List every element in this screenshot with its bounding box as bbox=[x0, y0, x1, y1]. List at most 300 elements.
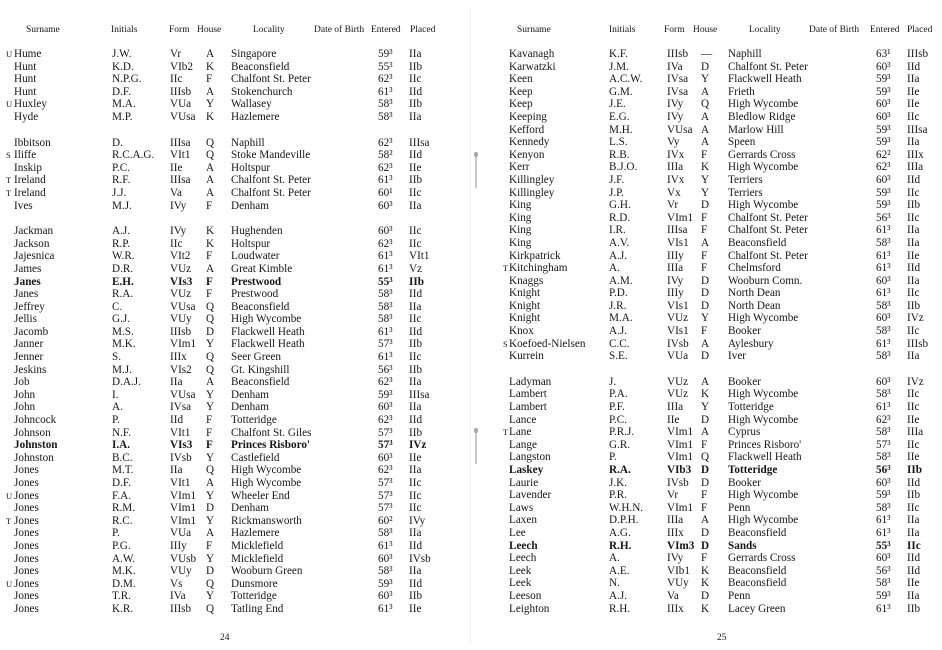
placed-cell: IIIsa bbox=[409, 388, 430, 401]
entered-cell: 62³ bbox=[876, 413, 891, 426]
surname-cell: Ibbitson bbox=[14, 136, 51, 149]
surname-cell: Jajesnica bbox=[14, 250, 55, 263]
house-cell: A bbox=[701, 514, 710, 527]
house-cell: F bbox=[206, 275, 213, 288]
form-cell: VIm1 bbox=[667, 451, 694, 464]
locality-cell: Wallasey bbox=[231, 98, 272, 111]
table-row bbox=[0, 490, 471, 503]
surname-cell: Johnson bbox=[14, 426, 51, 439]
header-locality: Locality bbox=[253, 25, 285, 35]
table-row bbox=[0, 149, 471, 162]
entered-cell: 59³ bbox=[876, 123, 891, 136]
form-cell: VUa bbox=[667, 350, 689, 363]
house-cell: A bbox=[701, 136, 710, 149]
surname-cell: Lambert bbox=[509, 388, 547, 401]
placed-cell: IIa bbox=[409, 401, 422, 414]
locality-cell: Wooburn Comn. bbox=[728, 274, 803, 287]
entered-cell: 59³ bbox=[876, 589, 891, 602]
surname-cell: Kitchingham bbox=[509, 262, 568, 275]
entered-cell: 58³ bbox=[378, 110, 393, 123]
form-cell: VUsb bbox=[170, 552, 197, 565]
house-cell: F bbox=[701, 438, 708, 451]
entered-cell: 59³ bbox=[876, 85, 891, 98]
placed-cell: IIe bbox=[907, 451, 920, 464]
initials-cell: D.M. bbox=[112, 577, 136, 590]
table-row bbox=[0, 452, 471, 465]
house-cell: Y bbox=[206, 451, 215, 464]
initials-cell: T.R. bbox=[112, 590, 132, 603]
header-placed: Placed bbox=[907, 25, 933, 35]
table-row bbox=[471, 514, 942, 527]
form-cell: VUy bbox=[170, 313, 192, 326]
table-row bbox=[471, 502, 942, 515]
surname-cell: Lavender bbox=[509, 489, 552, 502]
placed-cell: IIc bbox=[907, 287, 920, 300]
header-house: House bbox=[693, 25, 718, 35]
form-cell: IIIy bbox=[667, 287, 684, 300]
table-row bbox=[471, 540, 942, 553]
table-row bbox=[471, 124, 942, 137]
initials-cell: M.T. bbox=[112, 464, 134, 477]
house-cell: Q bbox=[206, 313, 215, 326]
initials-cell: A.E. bbox=[609, 564, 630, 577]
header-house: House bbox=[197, 25, 222, 35]
table-row bbox=[0, 263, 471, 276]
house-cell: Y bbox=[206, 401, 215, 414]
surname-cell: Kerr bbox=[509, 161, 530, 174]
table-row bbox=[0, 313, 471, 326]
locality-cell: High Wycombe bbox=[231, 313, 302, 326]
placed-cell: IIc bbox=[409, 313, 422, 326]
initials-cell: P.A. bbox=[609, 388, 628, 401]
locality-cell: Wooburn Green bbox=[231, 565, 303, 578]
form-cell: IIa bbox=[170, 464, 183, 477]
placed-cell: IIc bbox=[907, 211, 920, 224]
placed-cell: IIa bbox=[907, 73, 920, 86]
placed-cell: IIc bbox=[907, 325, 920, 338]
header-entered: Entered bbox=[870, 25, 900, 35]
surname-cell: Job bbox=[14, 376, 30, 389]
locality-cell: Terriers bbox=[728, 186, 763, 199]
initials-cell: P.F. bbox=[609, 401, 625, 414]
surname-cell: Knight bbox=[509, 299, 541, 312]
entered-cell: 57³ bbox=[378, 426, 393, 439]
form-cell: IIc bbox=[170, 73, 183, 86]
entered-cell: 61³ bbox=[378, 539, 393, 552]
surname-cell: Lambert bbox=[509, 401, 547, 414]
locality-cell: Beaconsfield bbox=[231, 60, 290, 73]
locality-cell: Lacey Green bbox=[728, 602, 786, 615]
right-page bbox=[471, 0, 942, 650]
initials-cell: M.H. bbox=[609, 123, 633, 136]
house-cell: Y bbox=[206, 489, 215, 502]
locality-cell: Gerrards Cross bbox=[728, 148, 796, 161]
surname-cell: Leeson bbox=[509, 589, 542, 602]
placed-cell: IVsb bbox=[409, 552, 431, 565]
entered-cell: 60¹ bbox=[378, 186, 393, 199]
house-cell: F bbox=[701, 148, 708, 161]
entered-cell: 62³ bbox=[378, 414, 393, 427]
prefix-cell: U bbox=[6, 99, 13, 110]
house-cell: D bbox=[701, 199, 710, 212]
house-cell: Y bbox=[701, 173, 710, 186]
entered-cell: 57³ bbox=[378, 439, 393, 452]
locality-cell: Bledlow Ridge bbox=[728, 110, 796, 123]
surname-cell: Karwatzki bbox=[509, 60, 556, 73]
house-cell: D bbox=[701, 476, 710, 489]
table-row bbox=[471, 224, 942, 237]
house-cell: D bbox=[701, 274, 710, 287]
surname-cell: Knight bbox=[509, 287, 541, 300]
locality-cell: Chalfont St. Peter bbox=[728, 224, 808, 237]
locality-cell: Flackwell Heath bbox=[231, 325, 305, 338]
form-cell: Vx bbox=[667, 186, 681, 199]
initials-cell: G.M. bbox=[609, 85, 633, 98]
locality-cell: Flackwell Heath bbox=[728, 451, 802, 464]
placed-cell: IIb bbox=[907, 464, 922, 476]
house-cell: D bbox=[206, 565, 215, 578]
table-row bbox=[0, 250, 471, 263]
form-cell: VUz bbox=[667, 312, 689, 325]
table-row bbox=[471, 477, 942, 490]
placed-cell: IIa bbox=[409, 199, 422, 212]
surname-cell: Kennedy bbox=[509, 136, 550, 149]
form-cell: IIIy bbox=[170, 539, 187, 552]
house-cell: A bbox=[701, 110, 710, 123]
initials-cell: A.G. bbox=[609, 526, 631, 539]
surname-cell: Iliffe bbox=[14, 149, 37, 162]
table-row bbox=[0, 162, 471, 175]
entered-cell: 57³ bbox=[378, 477, 393, 489]
surname-cell: Leek bbox=[509, 564, 532, 577]
entered-cell: 62³ bbox=[876, 161, 891, 174]
table-row bbox=[471, 136, 942, 149]
house-cell: K bbox=[206, 110, 215, 123]
placed-cell: IIa bbox=[409, 110, 422, 123]
table-row bbox=[0, 364, 471, 377]
placed-cell: IIb bbox=[907, 489, 921, 502]
locality-cell: Chalfont St. Peter bbox=[231, 73, 311, 86]
form-cell: VIb2 bbox=[170, 60, 193, 73]
table-row bbox=[471, 212, 942, 225]
placed-cell: IId bbox=[907, 476, 921, 489]
table-row bbox=[0, 326, 471, 339]
surname-cell: Hunt bbox=[14, 85, 37, 98]
placed-cell: IIIa bbox=[907, 161, 924, 174]
locality-cell: Great Kimble bbox=[231, 262, 293, 275]
surname-cell: Kirkpatrick bbox=[509, 249, 561, 262]
locality-cell: Denham bbox=[231, 388, 269, 401]
entered-cell: 58³ bbox=[378, 313, 393, 326]
placed-cell: IIb bbox=[409, 338, 423, 351]
form-cell: IIIsa bbox=[667, 224, 688, 237]
locality-cell: Chalfont St. Peter bbox=[231, 186, 311, 199]
form-cell: IVsb bbox=[170, 451, 192, 464]
placed-cell: IIe bbox=[907, 85, 920, 98]
placed-cell: IIa bbox=[907, 350, 920, 363]
entered-cell: 60³ bbox=[876, 110, 891, 123]
house-cell: A bbox=[206, 477, 215, 489]
house-cell: D bbox=[701, 589, 710, 602]
placed-cell: IIc bbox=[907, 186, 920, 199]
form-cell: IIIsa bbox=[170, 174, 191, 187]
house-cell: F bbox=[206, 288, 213, 301]
initials-cell: R.H. bbox=[609, 539, 632, 552]
initials-cell: P.C. bbox=[609, 413, 628, 426]
house-cell: Q bbox=[206, 363, 215, 376]
placed-cell: IIb bbox=[907, 199, 921, 212]
initials-cell: G.J. bbox=[112, 313, 131, 326]
house-cell: Y bbox=[206, 552, 215, 565]
house-cell: D bbox=[701, 539, 710, 552]
entered-cell: 61³ bbox=[378, 262, 393, 275]
placed-cell: IIc bbox=[409, 351, 422, 364]
table-row bbox=[471, 401, 942, 414]
initials-cell: D.R. bbox=[112, 262, 134, 275]
entered-cell: 58² bbox=[378, 149, 393, 162]
header-initials: Initials bbox=[609, 25, 636, 35]
locality-cell: Chalfont St. Giles bbox=[231, 426, 312, 439]
initials-cell: C.C. bbox=[609, 337, 630, 350]
page-number: 24 bbox=[220, 633, 230, 643]
locality-cell: Flackwell Heath bbox=[728, 73, 802, 86]
table-row bbox=[471, 149, 942, 162]
surname-cell: Jones bbox=[14, 527, 39, 540]
house-cell: F bbox=[701, 211, 708, 224]
house-cell: K bbox=[701, 388, 710, 401]
table-row bbox=[471, 86, 942, 99]
table-row bbox=[0, 48, 471, 61]
placed-cell: IIIa bbox=[907, 426, 924, 439]
entered-cell: 56³ bbox=[876, 211, 891, 224]
entered-cell: 61³ bbox=[876, 224, 891, 237]
placed-cell: IIIsb bbox=[907, 48, 929, 60]
initials-cell: M.J. bbox=[112, 363, 132, 376]
form-cell: IVsa bbox=[170, 401, 192, 414]
surname-cell: Jackson bbox=[14, 237, 50, 250]
initials-cell: K.F. bbox=[609, 48, 628, 60]
house-cell: Y bbox=[206, 98, 215, 111]
initials-cell: N.P.G. bbox=[112, 73, 142, 86]
table-row bbox=[471, 577, 942, 590]
placed-cell: IIa bbox=[907, 589, 920, 602]
table-row bbox=[471, 439, 942, 452]
table-row bbox=[0, 225, 471, 238]
locality-cell: Beaconsfield bbox=[728, 564, 787, 577]
table-row bbox=[471, 388, 942, 401]
form-cell: Vr bbox=[170, 48, 182, 60]
locality-cell: High Wycombe bbox=[728, 489, 799, 502]
form-cell: VIm1 bbox=[667, 426, 694, 439]
house-cell: Q bbox=[206, 577, 215, 590]
surname-cell: Jones bbox=[14, 552, 39, 565]
entered-cell: 56³ bbox=[378, 363, 393, 376]
surname-cell: Laurie bbox=[509, 476, 539, 489]
header-form: Form bbox=[169, 25, 190, 35]
header-form: Form bbox=[664, 25, 685, 35]
initials-cell: P.C. bbox=[112, 161, 131, 174]
surname-cell: Killingley bbox=[509, 186, 555, 199]
entered-cell: 59³ bbox=[876, 489, 891, 502]
locality-cell: Chalfont St. Peter bbox=[728, 249, 808, 262]
house-cell: D bbox=[701, 413, 710, 426]
placed-cell: IId bbox=[907, 552, 921, 565]
prefix-cell: U bbox=[6, 490, 13, 501]
house-cell: Y bbox=[701, 186, 710, 199]
placed-cell: IId bbox=[409, 539, 423, 552]
placed-cell: IId bbox=[409, 414, 423, 427]
locality-cell: Castlefield bbox=[231, 451, 280, 464]
initials-cell: R.C. bbox=[112, 514, 133, 527]
locality-cell: Princes Risboro' bbox=[231, 439, 311, 452]
surname-cell: Kefford bbox=[509, 123, 545, 136]
locality-cell: Princes Risboro' bbox=[728, 438, 802, 451]
form-cell: VIm1 bbox=[170, 514, 197, 527]
placed-cell: IIa bbox=[409, 565, 422, 578]
form-cell: IVx bbox=[667, 148, 685, 161]
initials-cell: E.G. bbox=[609, 110, 630, 123]
house-cell: F bbox=[206, 439, 213, 452]
entered-cell: 61³ bbox=[378, 602, 393, 615]
initials-cell: R.P. bbox=[112, 237, 131, 250]
entered-cell: 61³ bbox=[876, 337, 891, 350]
table-row bbox=[0, 111, 471, 124]
placed-cell: IId bbox=[409, 85, 423, 98]
house-cell: Q bbox=[206, 602, 215, 615]
placed-cell: IIc bbox=[409, 489, 422, 502]
initials-cell: F.A. bbox=[112, 489, 131, 502]
surname-cell: Leek bbox=[509, 577, 532, 590]
entered-cell: 60³ bbox=[876, 312, 891, 325]
form-cell: VIs2 bbox=[170, 363, 192, 376]
initials-cell: J.P. bbox=[609, 186, 624, 199]
table-row bbox=[0, 502, 471, 515]
table-row bbox=[471, 464, 942, 477]
initials-cell: I. bbox=[112, 388, 119, 401]
form-cell: VIs1 bbox=[667, 325, 689, 338]
entered-cell: 61³ bbox=[876, 526, 891, 539]
initials-cell: P.R. bbox=[609, 489, 628, 502]
house-cell: A bbox=[206, 527, 215, 540]
table-row bbox=[471, 187, 942, 200]
house-cell: F bbox=[206, 199, 213, 212]
locality-cell: High Wycombe bbox=[231, 464, 302, 477]
surname-cell: Johnston bbox=[14, 451, 54, 464]
house-cell: Y bbox=[206, 338, 215, 351]
form-cell: IIIx bbox=[170, 351, 187, 364]
form-cell: Vy bbox=[667, 136, 680, 149]
house-cell: K bbox=[701, 602, 710, 615]
placed-cell: IId bbox=[409, 288, 423, 301]
prefix-cell: T bbox=[503, 263, 509, 274]
house-cell: A bbox=[701, 375, 710, 388]
initials-cell: M.A. bbox=[112, 98, 136, 111]
surname-cell: Keep bbox=[509, 85, 533, 98]
table-row bbox=[0, 603, 471, 616]
surname-cell: King bbox=[509, 199, 532, 212]
surname-cell: Janner bbox=[14, 338, 44, 351]
prefix-cell: U bbox=[6, 49, 13, 59]
prefix-cell: S bbox=[6, 150, 11, 161]
form-cell: Va bbox=[667, 589, 679, 602]
table-row bbox=[471, 489, 942, 502]
form-cell: IVsb bbox=[667, 337, 689, 350]
initials-cell: M.P. bbox=[112, 110, 133, 123]
form-cell: IVy bbox=[170, 225, 187, 238]
table-row bbox=[471, 325, 942, 338]
form-cell: VIm1 bbox=[667, 501, 694, 514]
locality-cell: Iver bbox=[728, 350, 747, 363]
table-row bbox=[0, 288, 471, 301]
entered-cell: 55³ bbox=[378, 60, 393, 73]
surname-cell: Hume bbox=[14, 48, 42, 60]
surname-cell: Knaggs bbox=[509, 274, 544, 287]
form-cell: Vr bbox=[667, 199, 679, 212]
initials-cell: A. bbox=[609, 262, 620, 275]
placed-cell: IIc bbox=[907, 388, 920, 401]
initials-cell: J.K. bbox=[609, 476, 628, 489]
house-cell: Q bbox=[206, 351, 215, 364]
placed-cell: IIb bbox=[409, 426, 423, 439]
house-cell: A bbox=[206, 262, 215, 275]
initials-cell: M.K. bbox=[112, 565, 136, 578]
table-row bbox=[471, 426, 942, 439]
table-row bbox=[0, 351, 471, 364]
surname-cell: John bbox=[14, 401, 36, 414]
form-cell: VUa bbox=[170, 98, 192, 111]
house-cell: Q bbox=[206, 136, 215, 149]
form-cell: IIc bbox=[170, 237, 183, 250]
locality-cell: High Wycombe bbox=[728, 161, 799, 174]
locality-cell: Totteridge bbox=[728, 464, 778, 476]
table-row bbox=[0, 477, 471, 490]
entered-cell: 58³ bbox=[876, 325, 891, 338]
house-cell: A bbox=[206, 186, 215, 199]
entered-cell: 59³ bbox=[378, 48, 393, 60]
placed-cell: IId bbox=[907, 564, 921, 577]
placed-cell: IIe bbox=[409, 161, 422, 174]
surname-cell: Laskey bbox=[509, 464, 544, 476]
placed-cell: IIa bbox=[409, 376, 422, 389]
surname-cell: Jeffrey bbox=[14, 300, 45, 313]
prefix-cell: T bbox=[503, 427, 509, 438]
locality-cell: Chalfont St. Peter bbox=[231, 174, 311, 187]
surname-cell: Killingley bbox=[509, 173, 555, 186]
table-row bbox=[471, 250, 942, 263]
locality-cell: Speen bbox=[728, 136, 756, 149]
form-cell: VUsa bbox=[170, 300, 196, 313]
form-cell: IVy bbox=[667, 110, 684, 123]
table-row bbox=[471, 237, 942, 250]
form-cell: IVx bbox=[667, 173, 685, 186]
surname-cell: Jones bbox=[14, 602, 39, 615]
placed-cell: IId bbox=[409, 325, 423, 338]
placed-cell: IIa bbox=[907, 236, 920, 249]
surname-cell: Jackman bbox=[14, 225, 54, 238]
surname-cell: Koefoed-Nielsen bbox=[509, 337, 586, 350]
initials-cell: A.J. bbox=[609, 325, 628, 338]
entered-cell: 58³ bbox=[378, 288, 393, 301]
form-cell: IIIsb bbox=[170, 325, 192, 338]
table-row bbox=[471, 174, 942, 187]
locality-cell: North Dean bbox=[728, 299, 781, 312]
initials-cell: S.E. bbox=[609, 350, 628, 363]
entered-cell: 61³ bbox=[378, 85, 393, 98]
house-cell: A bbox=[206, 85, 215, 98]
surname-cell: Ives bbox=[14, 199, 33, 212]
locality-cell: Dunsmore bbox=[231, 577, 278, 590]
surname-cell: Ireland bbox=[14, 174, 46, 187]
